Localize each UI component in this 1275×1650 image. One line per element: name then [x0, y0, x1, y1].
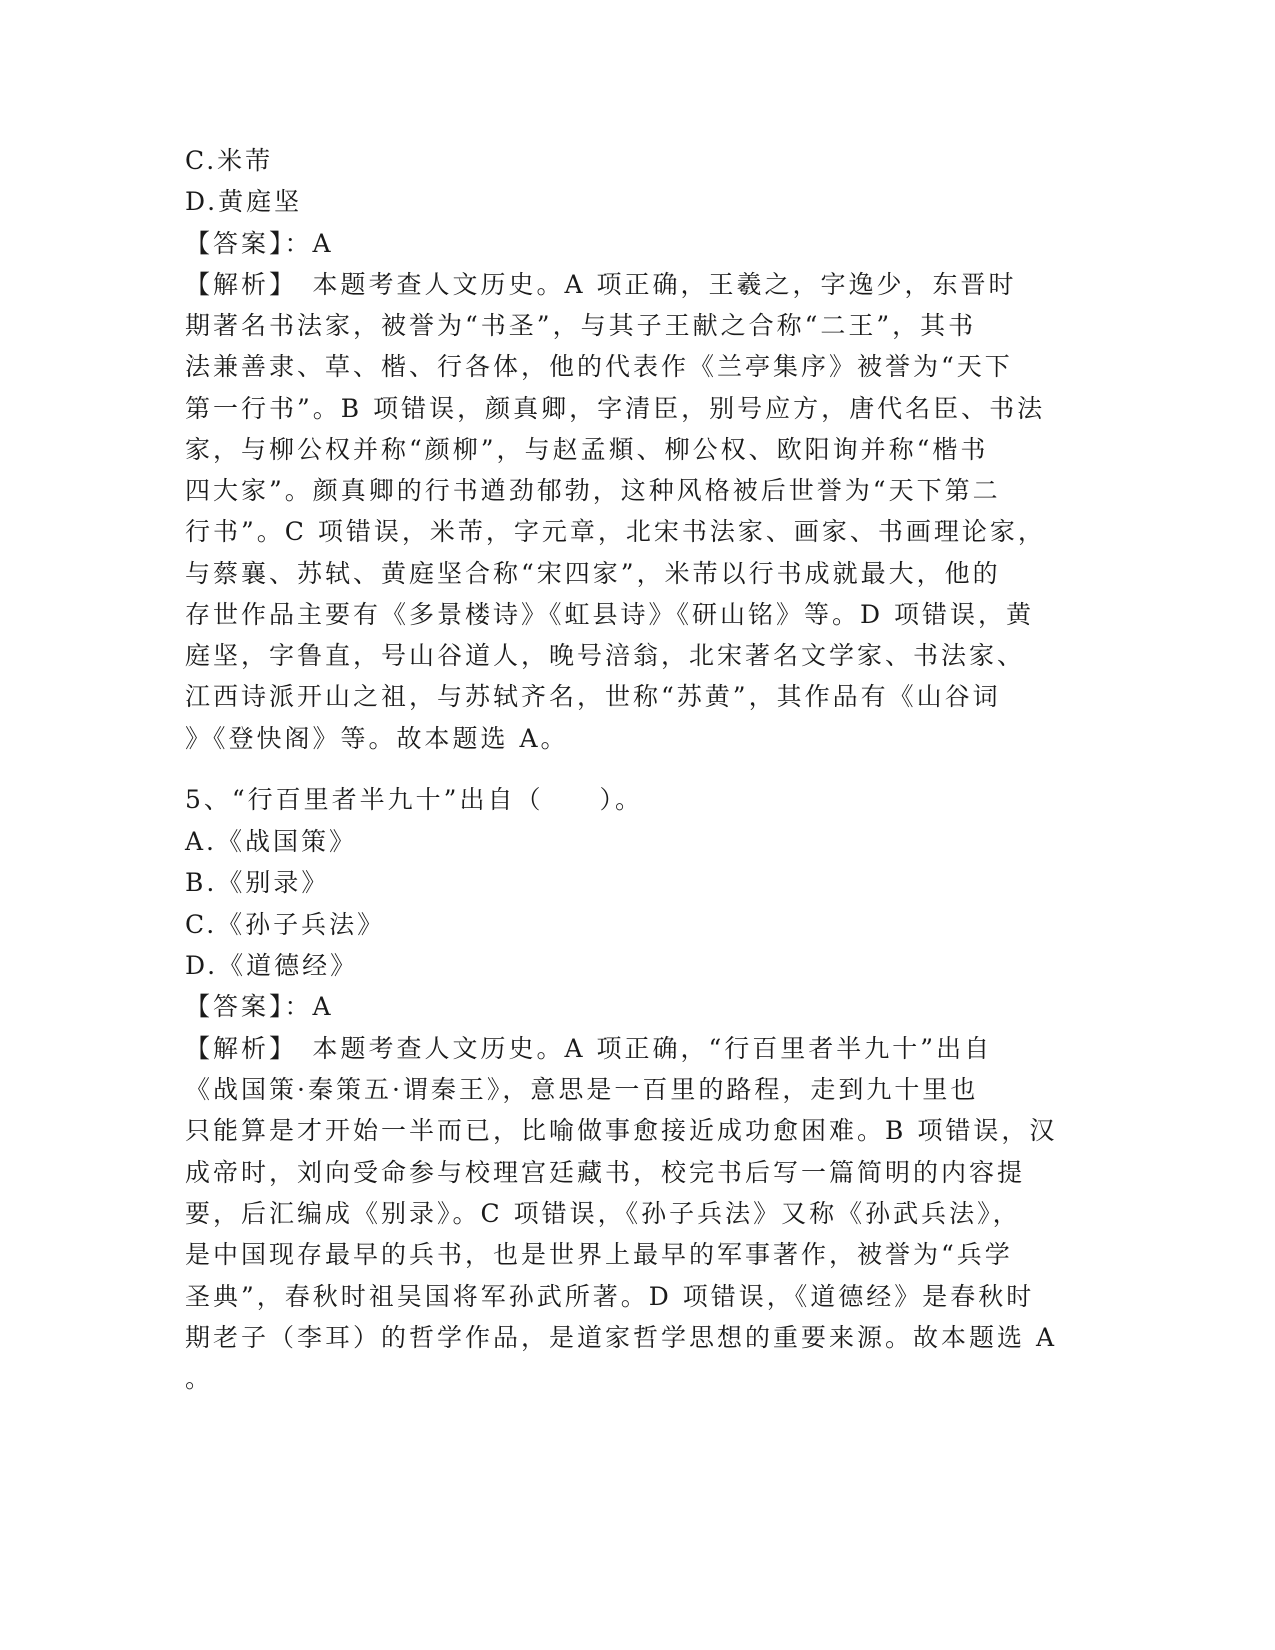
option-c: C.米芾: [185, 146, 274, 175]
explanation-line: 与蔡襄、苏轼、黄庭坚合称“宋四家”，米芾以行书成就最大，他的: [185, 559, 1001, 588]
option-a: A.《战国策》: [185, 827, 358, 856]
explanation-line: 圣典”，春秋时祖吴国将军孙武所著。D 项错误，《道德经》是春秋时: [185, 1282, 1035, 1311]
explanation-line: 法兼善隶、草、楷、行各体，他的代表作《兰亭集序》被誉为“天下: [185, 352, 1013, 381]
explanation-line: 四大家”。颜真卿的行书遒劲郁勃，这种风格被后世誉为“天下第二: [185, 476, 1001, 505]
option-d: D.《道德经》: [185, 951, 359, 980]
explanation-line: 行书”。C 项错误，米芾，字元章，北宋书法家、画家、书画理论家，: [185, 517, 1046, 546]
explanation-line: 。: [185, 1364, 214, 1393]
explanation-line: 【解析】 本题考查人文历史。A 项正确，“行百里者半九十”出自: [185, 1034, 993, 1063]
explanation-line: 要，后汇编成《别录》。C 项错误，《孙子兵法》又称《孙武兵法》，: [185, 1199, 1021, 1228]
explanation-line: 【解析】 本题考查人文历史。A 项正确，王羲之，字逸少，东晋时: [185, 270, 1017, 299]
explanation-line: 存世作品主要有《多景楼诗》《虹县诗》《研山铭》等。D 项错误，黄: [185, 600, 1034, 629]
explanation-line: 期著名书法家，被誉为“书圣”，与其子王献之合称“二王”，其书: [185, 311, 977, 340]
explanation-line: 期老子（李耳）的哲学作品，是道家哲学思想的重要来源。故本题选 A: [185, 1323, 1058, 1352]
option-d: D.黄庭坚: [185, 187, 303, 216]
explanation-line: 》《登快阁》等。故本题选 A。: [185, 724, 569, 753]
explanation-line: 庭坚，字鲁直，号山谷道人，晚号涪翁，北宋著名文学家、书法家、: [185, 641, 1026, 670]
answer: 【答案】：A: [185, 992, 334, 1021]
answer: 【答案】：A: [185, 229, 334, 258]
question-stem: 5、“行百里者半九十”出自（ ）。: [185, 785, 643, 814]
option-c: C.《孙子兵法》: [185, 910, 386, 939]
explanation-line: 江西诗派开山之祖，与苏轼齐名，世称“苏黄”，其作品有《山谷词: [185, 682, 1001, 711]
explanation-line: 家，与柳公权并称“颜柳”，与赵孟頫、柳公权、欧阳询并称“楷书: [185, 435, 989, 464]
explanation-line: 第一行书”。B 项错误，颜真卿，字清臣，别号应方，唐代名臣、书法: [185, 394, 1046, 423]
explanation-line: 只能算是才开始一半而已，比喻做事愈接近成功愈困难。B 项错误，汉: [185, 1116, 1058, 1145]
explanation-line: 成帝时，刘向受命参与校理宫廷藏书，校完书后写一篇简明的内容提: [185, 1158, 1026, 1187]
explanation-line: 是中国现存最早的兵书，也是世界上最早的军事著作，被誉为“兵学: [185, 1240, 1013, 1269]
option-b: B.《别录》: [185, 868, 330, 897]
explanation-line: 《战国策·秦策五·谓秦王》，意思是一百里的路程，走到九十里也: [185, 1075, 979, 1104]
